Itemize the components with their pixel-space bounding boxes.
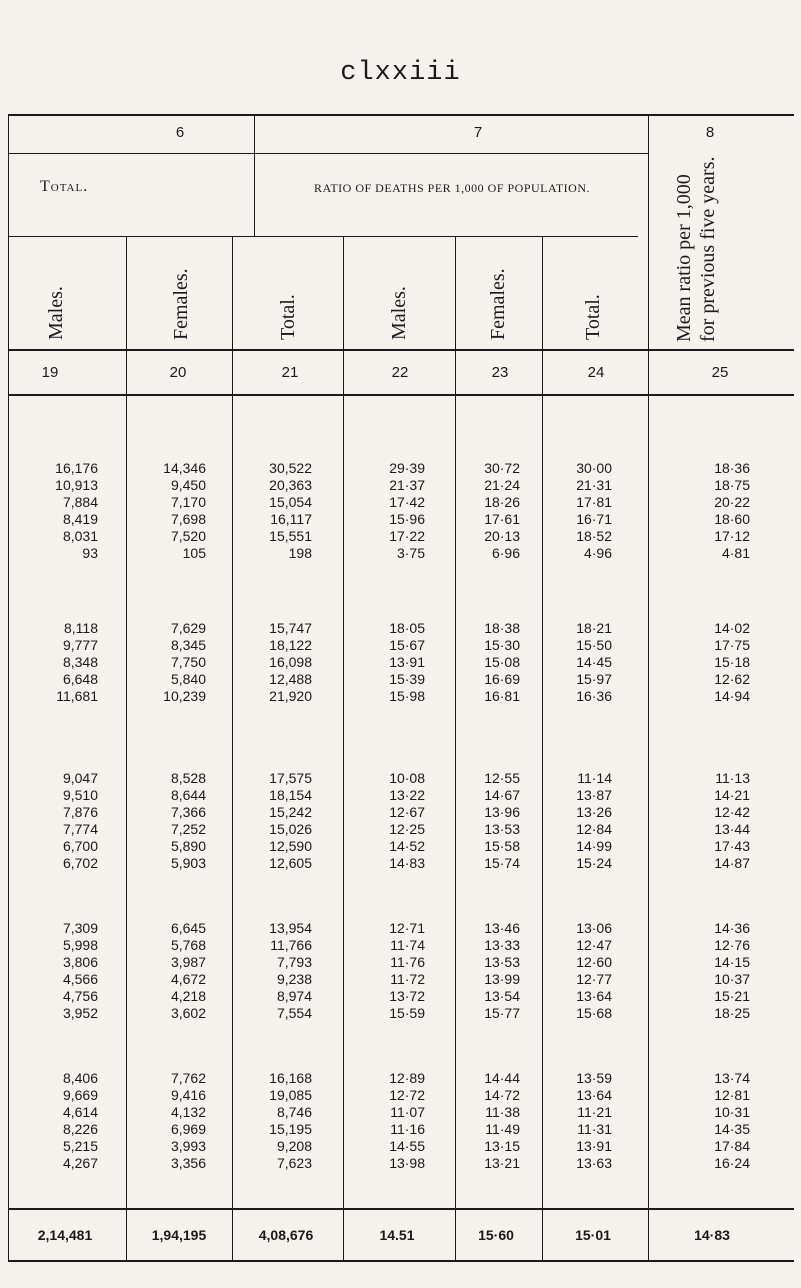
table-cell: 4,566 [62, 971, 98, 987]
table-cell: 14·36 [714, 920, 750, 936]
table-cell: 13·44 [714, 821, 750, 837]
column-number-24: 24 [587, 364, 605, 381]
table-cell: 17,575 [269, 770, 312, 786]
table-cell: 15·77 [484, 1005, 520, 1021]
table-cell: 15,747 [269, 620, 312, 636]
table-cell: 21·24 [484, 477, 520, 493]
table-cell: 3,602 [170, 1005, 206, 1021]
table-cell: 16·71 [576, 511, 612, 527]
table-cell: 3,356 [170, 1155, 206, 1171]
table-cell: 16,117 [270, 511, 312, 527]
table-cell: 13·64 [576, 988, 612, 1004]
table-cell: 15·08 [484, 654, 520, 670]
table-cell: 11·16 [390, 1121, 425, 1137]
table-cell: 15·39 [389, 671, 425, 687]
table-cell: 4·96 [583, 545, 612, 561]
table-cell: 3·75 [396, 545, 425, 561]
table-cell: 16,168 [269, 1070, 312, 1086]
table-cell: 15,551 [269, 528, 312, 544]
table-cell: 17·61 [484, 511, 520, 527]
table-cell: 15,054 [269, 494, 312, 510]
column-number-23: 23 [491, 364, 509, 381]
table-cell: 7,629 [170, 620, 206, 636]
table-cell: 12·76 [714, 937, 750, 953]
table-cell: 13·87 [576, 787, 612, 803]
table-cell: 12·72 [389, 1087, 425, 1103]
table-cell: 5,890 [170, 838, 206, 854]
table-cell: 4,672 [170, 971, 206, 987]
table-cell: 10·31 [714, 1104, 750, 1120]
table-cell: 11·14 [577, 770, 612, 786]
total-cell: 14.51 [379, 1227, 415, 1243]
table-cell: 16·81 [484, 688, 520, 704]
table-cell: 17·75 [714, 637, 750, 653]
table-cell: 7,520 [170, 528, 206, 544]
table-cell: 13,954 [269, 920, 312, 936]
table-cell: 15,026 [269, 821, 312, 837]
table-cell: 8,406 [62, 1070, 98, 1086]
table-cell: 18·36 [714, 460, 750, 476]
table-cell: 21·31 [576, 477, 612, 493]
table-cell: 20·13 [484, 528, 520, 544]
column-number-7: 7 [473, 124, 483, 141]
table-cell: 16,176 [55, 460, 98, 476]
table-cell: 11,681 [56, 688, 98, 704]
table-cell: 18·60 [714, 511, 750, 527]
table-cell: 14·55 [389, 1138, 425, 1154]
table-cell: 3,806 [62, 954, 98, 970]
table-cell: 15·24 [576, 855, 612, 871]
table-cell: 198 [288, 545, 312, 561]
table-cell: 7,309 [62, 920, 98, 936]
column-number-8: 8 [705, 124, 715, 141]
table-cell: 8,746 [276, 1104, 312, 1120]
table-cell: 15·67 [389, 637, 425, 653]
table-cell: 13·15 [484, 1138, 520, 1154]
total-cell: 4,08,676 [258, 1227, 314, 1243]
page-number: clxxiii [340, 58, 461, 88]
table-cell: 20·22 [714, 494, 750, 510]
total-cell: 14·83 [694, 1227, 730, 1243]
table-cell: 13·72 [389, 988, 425, 1004]
table-cell: 21·37 [389, 477, 425, 493]
table-cell: 7,366 [170, 804, 206, 820]
table-cell: 14·35 [714, 1121, 750, 1137]
table-cell: 18,122 [269, 637, 312, 653]
table-cell: 16,098 [269, 654, 312, 670]
table-cell: 4,132 [170, 1104, 206, 1120]
table-cell: 16·24 [714, 1155, 750, 1171]
table-cell: 13·63 [576, 1155, 612, 1171]
table-cell: 15·68 [576, 1005, 612, 1021]
table-cell: 18,154 [269, 787, 312, 803]
table-cell: 18·75 [714, 477, 750, 493]
table-cell: 7,793 [276, 954, 312, 970]
total-cell: 1,94,195 [151, 1227, 207, 1243]
table-cell: 29·39 [389, 460, 425, 476]
table-cell: 13·21 [484, 1155, 520, 1171]
table-cell: 14·44 [484, 1070, 520, 1086]
column-number-22: 22 [391, 364, 409, 381]
table-cell: 7,774 [62, 821, 98, 837]
column-number-6: 6 [175, 124, 185, 141]
table-cell: 10·08 [389, 770, 425, 786]
table-cell: 8,118 [64, 620, 98, 636]
table-cell: 8,974 [276, 988, 312, 1004]
table-cell: 18·21 [576, 620, 612, 636]
table-cell: 15·97 [576, 671, 612, 687]
table-cell: 12,488 [269, 671, 312, 687]
table-cell: 17·12 [714, 528, 750, 544]
table-cell: 8,226 [62, 1121, 98, 1137]
table-cell: 10·37 [714, 971, 750, 987]
table-cell: 13·74 [714, 1070, 750, 1086]
table-cell: 13·91 [389, 654, 425, 670]
table-cell: 7,876 [62, 804, 98, 820]
table-cell: 9,777 [62, 637, 98, 653]
table-cell: 8,348 [62, 654, 98, 670]
table-cell: 11·49 [485, 1121, 520, 1137]
table-cell: 14·83 [389, 855, 425, 871]
column-number-20: 20 [169, 364, 187, 381]
table-cell: 13·46 [484, 920, 520, 936]
table-cell: 15·98 [389, 688, 425, 704]
table-cell: 6,702 [62, 855, 98, 871]
table-cell: 8,031 [62, 528, 98, 544]
table-cell: 14·45 [576, 654, 612, 670]
table-cell: 13·96 [484, 804, 520, 820]
table-cell: 9,450 [170, 477, 206, 493]
table-cell: 9,669 [62, 1087, 98, 1103]
table-cell: 14·21 [714, 787, 750, 803]
table-cell: 18·52 [576, 528, 612, 544]
ratio-group-heading: RATIO OF DEATHS PER 1,000 OF POPULATION. [313, 181, 591, 195]
table-cell: 9,208 [276, 1138, 312, 1154]
table-cell: 11·21 [577, 1104, 612, 1120]
table-cell: 12·84 [576, 821, 612, 837]
table-cell: 15,195 [269, 1121, 312, 1137]
table-cell: 30·00 [576, 460, 612, 476]
table-cell: 15·58 [484, 838, 520, 854]
table-cell: 13·99 [484, 971, 520, 987]
table-cell: 105 [182, 545, 206, 561]
table-cell: 14·87 [714, 855, 750, 871]
table-cell: 16·36 [576, 688, 612, 704]
table-cell: 4,267 [62, 1155, 98, 1171]
table-cell: 11·76 [390, 954, 425, 970]
table-cell: 8,528 [170, 770, 206, 786]
table-cell: 12·42 [714, 804, 750, 820]
table-cell: 12,605 [269, 855, 312, 871]
table-cell: 7,762 [170, 1070, 206, 1086]
table-cell: 14·99 [576, 838, 612, 854]
total-cell: 2,14,481 [37, 1227, 93, 1243]
ratio-males-heading: Males. [388, 286, 410, 340]
table-cell: 5,840 [170, 671, 206, 687]
table-cell: 12·81 [714, 1087, 750, 1103]
table-cell: 18·38 [484, 620, 520, 636]
table-cell: 9,047 [62, 770, 98, 786]
table-cell: 15·50 [576, 637, 612, 653]
table-cell: 8,644 [170, 787, 206, 803]
table-cell: 4,756 [62, 988, 98, 1004]
table-cell: 4,218 [170, 988, 206, 1004]
table-cell: 5,903 [170, 855, 206, 871]
table-cell: 6·96 [491, 545, 520, 561]
table-cell: 6,645 [170, 920, 206, 936]
table-cell: 14·02 [714, 620, 750, 636]
table-cell: 11·72 [390, 971, 425, 987]
table-cell: 11·13 [715, 770, 750, 786]
table-cell: 13·64 [576, 1087, 612, 1103]
table-cell: 15·18 [714, 654, 750, 670]
table-cell: 14·94 [714, 688, 750, 704]
table-cell: 12·47 [576, 937, 612, 953]
total-cell: 15·01 [575, 1227, 611, 1243]
table-cell: 13·53 [484, 821, 520, 837]
column-number-19: 19 [41, 364, 59, 381]
table-cell: 15,242 [269, 804, 312, 820]
table-cell: 10,913 [55, 477, 98, 493]
table-cell: 6,700 [62, 838, 98, 854]
table-cell: 9,238 [276, 971, 312, 987]
table-cell: 13·91 [576, 1138, 612, 1154]
table-cell: 12·67 [389, 804, 425, 820]
table-cell: 12·89 [389, 1070, 425, 1086]
table-cell: 15·74 [484, 855, 520, 871]
table-cell: 6,648 [62, 671, 98, 687]
table-cell: 5,768 [170, 937, 206, 953]
males-heading: Males. [45, 286, 67, 340]
table-cell: 6,969 [170, 1121, 206, 1137]
table-cell: 17·81 [576, 494, 612, 510]
table-cell: 7,698 [170, 511, 206, 527]
table-cell: 13·33 [484, 937, 520, 953]
table-cell: 7,750 [170, 654, 206, 670]
table-cell: 7,252 [170, 821, 206, 837]
table-cell: 11·38 [485, 1104, 520, 1120]
table-cell: 3,993 [170, 1138, 206, 1154]
table-cell: 14·67 [484, 787, 520, 803]
table-cell: 20,363 [269, 477, 312, 493]
total-cell: 15·60 [478, 1227, 514, 1243]
table-cell: 9,416 [170, 1087, 206, 1103]
table-cell: 12·55 [484, 770, 520, 786]
table-cell: 12·62 [714, 671, 750, 687]
ratio-total-heading: Total. [582, 294, 604, 340]
table-cell: 13·53 [484, 954, 520, 970]
table-cell: 13·54 [484, 988, 520, 1004]
table-cell: 30·72 [484, 460, 520, 476]
table-cell: 21,920 [269, 688, 312, 704]
table-cell: 14,346 [163, 460, 206, 476]
table-cell: 10,239 [163, 688, 206, 704]
table-cell: 12·25 [389, 821, 425, 837]
table-cell: 18·05 [389, 620, 425, 636]
total-heading: Total. [277, 294, 299, 340]
table-cell: 4,614 [62, 1104, 98, 1120]
table-cell: 7,623 [276, 1155, 312, 1171]
table-cell: 3,987 [170, 954, 206, 970]
table-cell: 15·96 [389, 511, 425, 527]
table-cell: 13·59 [576, 1070, 612, 1086]
table-cell: 11,766 [270, 937, 312, 953]
table-cell: 15·30 [484, 637, 520, 653]
table-cell: 12,590 [269, 838, 312, 854]
table-cell: 13·22 [389, 787, 425, 803]
table-cell: 17·84 [714, 1138, 750, 1154]
total-group-heading: Total. [40, 178, 89, 195]
table-cell: 13·26 [576, 804, 612, 820]
table-cell: 30,522 [269, 460, 312, 476]
table-cell: 12·60 [576, 954, 612, 970]
table-cell: 17·43 [714, 838, 750, 854]
table-cell: 5,215 [62, 1138, 98, 1154]
column-number-21: 21 [281, 364, 299, 381]
table-cell: 14·72 [484, 1087, 520, 1103]
table-cell: 17·42 [389, 494, 425, 510]
table-cell: 8,345 [170, 637, 206, 653]
table-cell: 9,510 [62, 787, 98, 803]
table-cell: 7,884 [62, 494, 98, 510]
table-cell: 8,419 [62, 511, 98, 527]
table-cell: 11·74 [390, 937, 425, 953]
table-cell: 7,554 [276, 1005, 312, 1021]
table-cell: 18·26 [484, 494, 520, 510]
table-cell: 7,170 [170, 494, 206, 510]
table-cell: 13·06 [576, 920, 612, 936]
table-cell: 12·71 [389, 920, 425, 936]
column-number-25: 25 [711, 364, 729, 381]
table-cell: 4·81 [721, 545, 750, 561]
table-cell: 12·77 [576, 971, 612, 987]
females-heading: Females. [170, 268, 192, 340]
mean-ratio-heading: Mean ratio per 1,000 for previous five years. [673, 156, 719, 342]
table-cell: 15·59 [389, 1005, 425, 1021]
table-cell: 18·25 [714, 1005, 750, 1021]
table-cell: 5,998 [62, 937, 98, 953]
table-cell: 11·31 [577, 1121, 612, 1137]
table-cell: 16·69 [484, 671, 520, 687]
table-cell: 15·21 [714, 988, 750, 1004]
table-cell: 19,085 [269, 1087, 312, 1103]
table-cell: 93 [82, 545, 98, 561]
table-cell: 13·98 [389, 1155, 425, 1171]
table-cell: 14·15 [714, 954, 750, 970]
table-cell: 17·22 [389, 528, 425, 544]
table-cell: 11·07 [390, 1104, 425, 1120]
table-cell: 3,952 [62, 1005, 98, 1021]
ratio-females-heading: Females. [487, 268, 509, 340]
table-cell: 14·52 [389, 838, 425, 854]
